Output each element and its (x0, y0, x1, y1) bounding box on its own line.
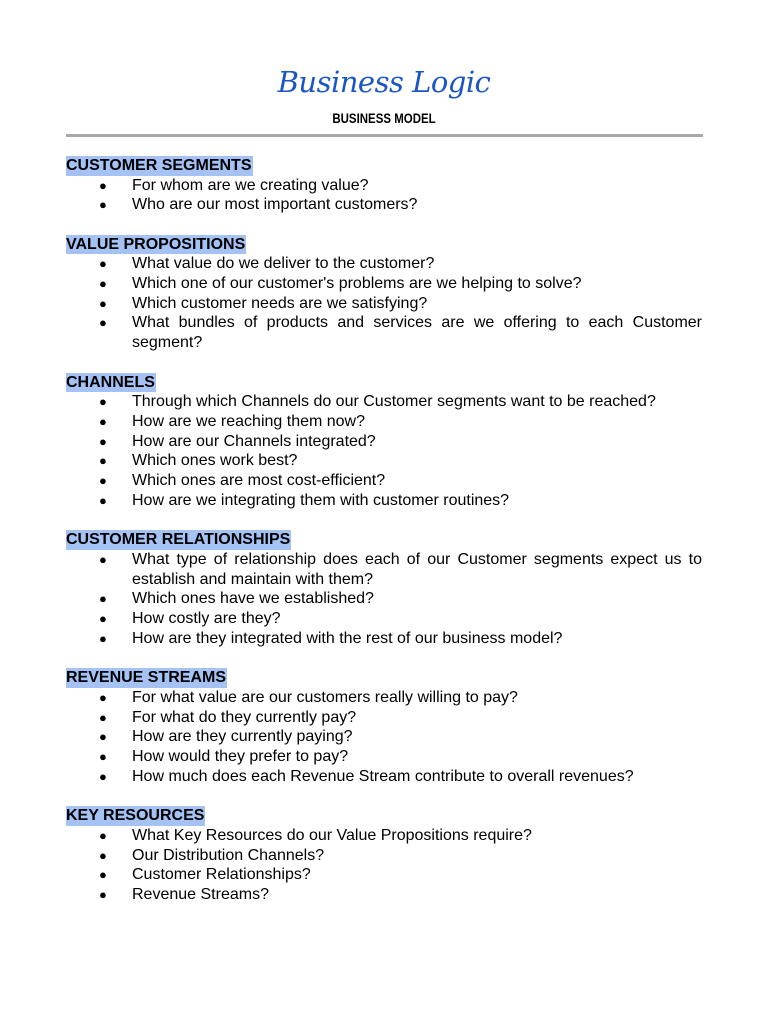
bullet-list (66, 392, 702, 511)
bullet-icon: ● (99, 275, 107, 291)
bullet-icon: ● (99, 453, 107, 469)
bullet-icon: ● (99, 611, 107, 627)
list-item-text: How are we integrating them with customer routines? (132, 492, 510, 510)
list-item (66, 254, 702, 274)
list-item (66, 491, 702, 511)
list-item-text: Which ones work best? (132, 452, 298, 470)
list-item (66, 274, 702, 294)
list-item-text: Which ones are most cost-efficient? (132, 472, 386, 490)
bullet-list (66, 254, 702, 353)
list-item (66, 451, 702, 471)
list-item (66, 767, 702, 787)
section (66, 156, 702, 215)
document-title: Business Logic (277, 65, 491, 99)
list-item-text: How are we reaching them now? (132, 412, 366, 430)
list-item-text: What type of relationship does each of our Customer segments expect us to establish and maintain with them? (132, 550, 702, 588)
list-item-text: Who are our most important customers? (132, 196, 418, 214)
list-item (66, 846, 702, 866)
list-item-text: Which customer needs are we satisfying? (132, 294, 428, 312)
list-item-text: How much does each Revenue Stream contribute to overall revenues? (132, 768, 634, 786)
list-item-text: Customer Relationships? (132, 866, 311, 884)
bullet-icon: ● (99, 256, 107, 272)
list-item-text: For what value are our customers really willing to pay? (132, 688, 518, 706)
horizontal-rule (66, 134, 703, 137)
list-item (66, 195, 702, 215)
section (66, 530, 702, 648)
bullet-icon: ● (99, 551, 107, 567)
list-item-text: Which one of our customer's problems are we helping to solve? (132, 274, 582, 292)
list-item-text: Which ones have we established? (132, 590, 374, 608)
section-heading: REVENUE STREAMS (66, 669, 227, 687)
list-item (66, 629, 702, 649)
list-item-text: Through which Channels do our Customer segments want to be reached? (132, 393, 656, 411)
list-item (66, 294, 702, 314)
list-item-text: How costly are they? (132, 610, 281, 628)
list-item-text: How are they currently paying? (132, 728, 353, 746)
list-item-text: For what do they currently pay? (132, 708, 357, 726)
list-item-text: Revenue Streams? (132, 886, 269, 904)
section-heading: CHANNELS (66, 373, 155, 391)
section-heading: CUSTOMER SEGMENTS (66, 157, 252, 174)
list-item (66, 471, 702, 491)
bullet-icon: ● (99, 315, 107, 331)
list-item-text: For whom are we creating value? (132, 176, 369, 194)
list-item (66, 609, 702, 629)
list-item (66, 589, 702, 609)
bullet-icon: ● (99, 769, 107, 785)
bullet-list (66, 826, 702, 905)
bullet-icon: ● (99, 413, 107, 429)
list-item-text: How are they integrated with the rest of our business model? (132, 630, 563, 648)
section (66, 668, 702, 786)
list-item (66, 550, 702, 590)
list-item-text: What bundles of products and services are we offering to each Customer segment? (132, 314, 702, 352)
bullet-icon: ● (99, 394, 107, 410)
bullet-icon: ● (99, 709, 107, 725)
section-heading: KEY RESOURCES (66, 807, 205, 825)
list-item (66, 885, 702, 905)
list-item (66, 747, 702, 767)
section (66, 806, 702, 905)
section-heading: VALUE PROPOSITIONS (66, 235, 246, 253)
list-item (66, 392, 702, 412)
list-item (66, 412, 702, 432)
bullet-icon: ● (99, 847, 107, 863)
bullet-list (66, 176, 702, 216)
bullet-icon: ● (99, 827, 107, 843)
section-heading: CUSTOMER RELATIONSHIPS (66, 531, 291, 549)
bullet-icon: ● (99, 197, 107, 213)
list-item (66, 708, 702, 728)
document-body (66, 156, 702, 925)
bullet-icon: ● (99, 689, 107, 705)
list-item-text: What Key Resources do our Value Propositions require? (132, 826, 532, 844)
bullet-icon: ● (99, 729, 107, 745)
bullet-icon: ● (99, 177, 107, 193)
section (66, 235, 702, 353)
bullet-icon: ● (99, 473, 107, 489)
list-item (66, 432, 702, 452)
bullet-list (66, 688, 702, 787)
bullet-icon: ● (99, 591, 107, 607)
list-item (66, 688, 702, 708)
bullet-icon: ● (99, 493, 107, 509)
list-item (66, 313, 702, 353)
section (66, 373, 702, 511)
bullet-list (66, 550, 702, 649)
bullet-icon: ● (99, 867, 107, 883)
list-item-text: What value do we deliver to the customer? (132, 255, 435, 273)
list-item-text: How are our Channels integrated? (132, 432, 376, 450)
bullet-icon: ● (99, 749, 107, 765)
bullet-icon: ● (99, 433, 107, 449)
bullet-icon: ● (99, 631, 107, 647)
document-subtitle: BUSINESS MODEL (332, 110, 436, 126)
list-item (66, 176, 702, 196)
list-item-text: How would they prefer to pay? (132, 748, 349, 766)
list-item-text: Our Distribution Channels? (132, 846, 325, 864)
bullet-icon: ● (99, 887, 107, 903)
list-item (66, 865, 702, 885)
bullet-icon: ● (99, 295, 107, 311)
list-item (66, 826, 702, 846)
list-item (66, 727, 702, 747)
